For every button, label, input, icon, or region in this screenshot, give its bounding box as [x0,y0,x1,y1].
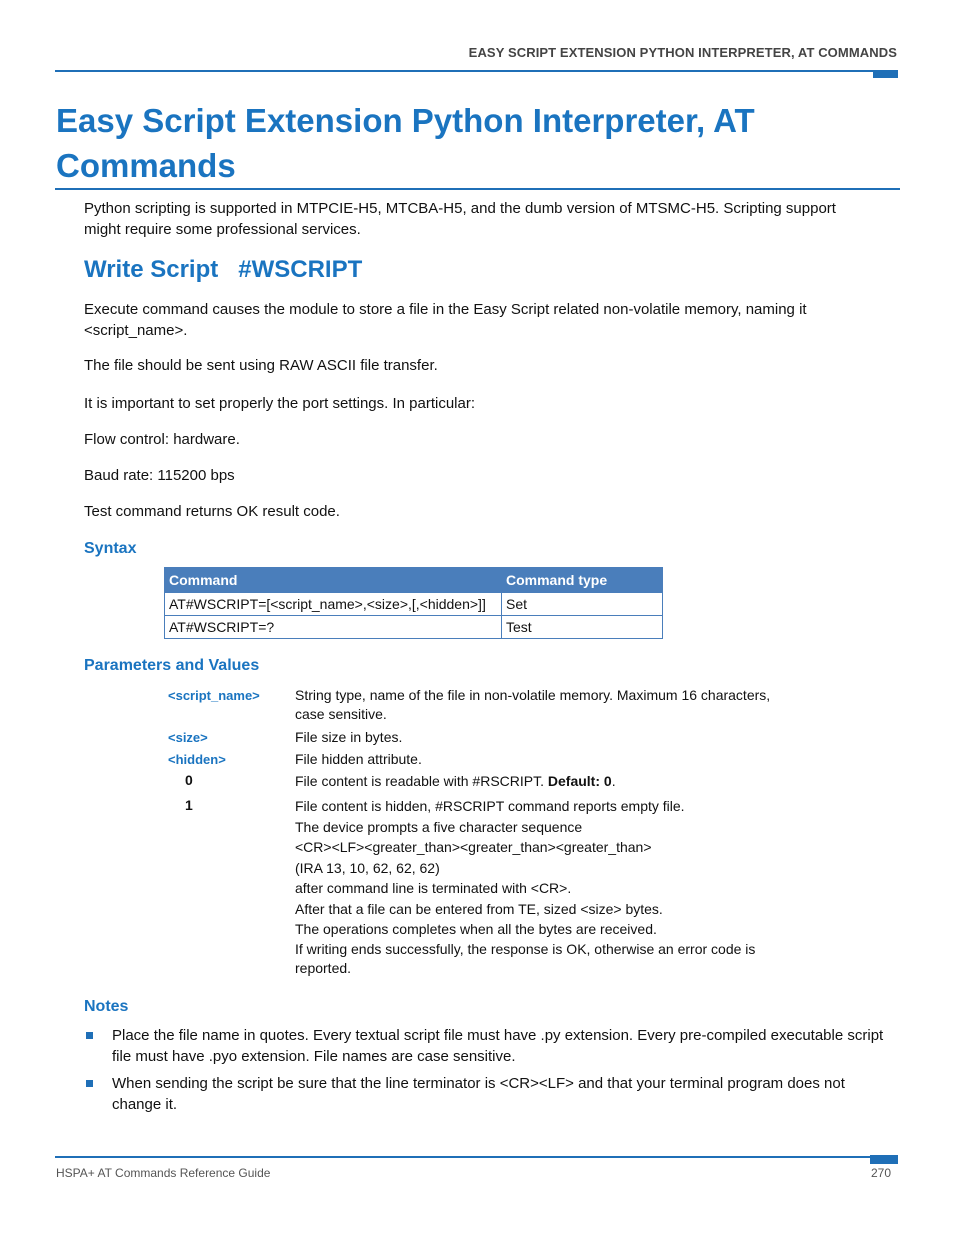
value-1-line: (IRA 13, 10, 62, 62, 62) [295,859,440,876]
title-rule [55,188,900,190]
table-cell-command: AT#WSCRIPT=[<script_name>,<size>,[,<hidden>]] [165,593,502,616]
table-cell-command: AT#WSCRIPT=? [165,616,502,639]
section-heading: Write Script #WSCRIPT [84,256,363,283]
table-cell-type: Set [502,593,663,616]
param-value-0: 0 [185,772,193,788]
value-0-end: . [611,773,616,789]
table-row [165,616,663,639]
paragraph-raw-ascii: The file should be sent using RAW ASCII file transfer. [84,357,438,374]
param-desc-script-name: String type, name of the file in non-volatile memory. Maximum 16 characters, case sensitive. [295,687,771,722]
footer-guide-title: HSPA+ AT Commands Reference Guide [56,1166,271,1180]
header-rule [55,70,898,72]
page-number: 270 [870,1166,891,1180]
param-name-hidden: <hidden> [168,752,226,767]
value-1-line: If writing ends successfully, the response is OK, otherwise an error code is reported. [295,940,756,976]
note-item: Place the file name in quotes. Every textual script file must have .py extension. Every pre-compiled executable script file must have .pyo extension. File names are case sensitive. [112,1027,884,1065]
paragraph-baud-rate: Baud rate: 115200 bps [84,467,235,484]
value-1-line: after command line is terminated with <CR>. [295,880,572,896]
value-1-line: The device prompts a five character sequence [295,818,583,835]
footer-accent-block [870,1155,898,1164]
param-desc-value-1 [295,796,795,978]
bullet-icon [86,1032,93,1039]
parameters-heading: Parameters and Values [84,657,260,674]
bullet-icon [86,1080,93,1087]
running-header: EASY SCRIPT EXTENSION PYTHON INTERPRETER, AT COMMANDS [468,45,897,60]
paragraph-test-command: Test command returns OK result code. [84,503,340,520]
value-0-default: Default: 0 [547,773,612,789]
column-header-command-type: Command type [502,568,663,593]
value-1-line: <CR><LF><greater_than><greater_than><greater_than> [295,839,652,855]
notes-heading: Notes [84,998,129,1015]
table-row [165,593,663,616]
param-desc-hidden: File hidden attribute. [295,751,422,767]
syntax-table [164,567,663,639]
param-desc-value-0 [295,771,795,792]
table-header-row [165,568,663,593]
paragraph-execute: Execute command causes the module to store a file in the Easy Script related non-volatile memory, naming it <script_name>. [84,301,807,339]
paragraph-port-settings: It is important to set properly the port settings. In particular: [84,395,476,412]
param-name-size: <size> [168,730,208,745]
value-1-line: The operations completes when all the bytes are received. [295,921,657,937]
page-title: Easy Script Extension Python Interpreter, AT Commands [56,102,755,184]
column-header-command: Command [165,568,502,593]
table-cell-type: Test [502,616,663,639]
intro-paragraph: Python scripting is supported in MTPCIE-H5, MTCBA-H5, and the dumb version of MTSMC-H5. Scripting support might require some professional services. [84,200,836,238]
header-accent-block [873,70,898,78]
value-1-line: After that a file can be entered from TE, sized <size> bytes. [295,900,663,917]
param-value-1: 1 [185,797,193,813]
footer-rule [55,1156,898,1158]
note-item: When sending the script be sure that the line terminator is <CR><LF> and that your terminal program does not change it. [112,1075,845,1113]
param-name-script-name: <script_name> [168,688,260,703]
param-desc-size: File size in bytes. [295,729,403,745]
value-1-line: File content is hidden, #RSCRIPT command reports empty file. [295,798,685,814]
value-0-text: File content is readable with #RSCRIPT. [295,773,548,789]
paragraph-flow-control: Flow control: hardware. [84,431,240,448]
syntax-heading: Syntax [84,540,137,557]
